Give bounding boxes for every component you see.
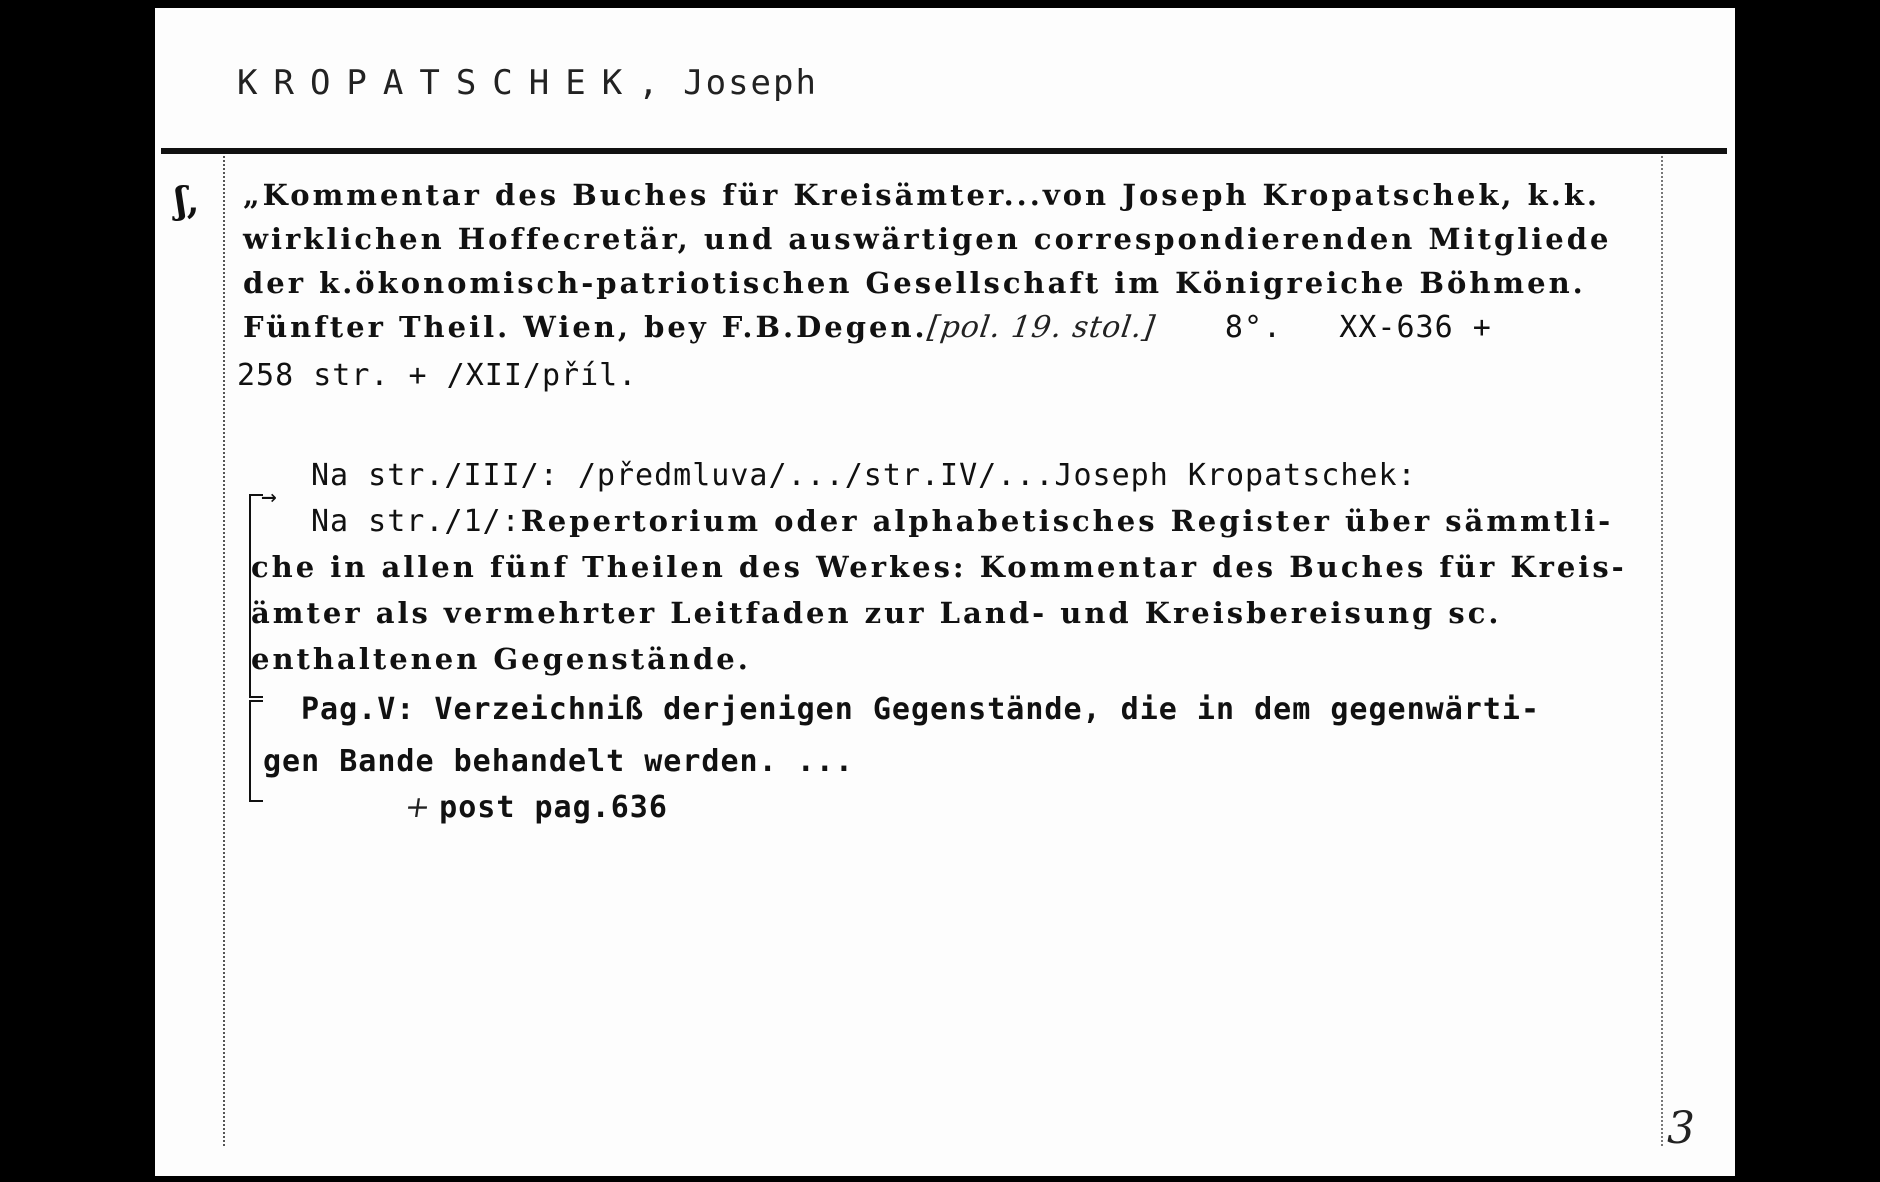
right-margin-rule [1661, 156, 1663, 1146]
note-line-3: che in allen fünf Theilen des Werkes: Kommentar des Buches für Kreis- [251, 550, 1627, 584]
note-line-7: gen Bande behandelt werden. ... [263, 744, 854, 779]
catalog-card [155, 8, 1735, 1176]
note-line-1 [311, 458, 1417, 493]
bracket-verzeichnis [249, 700, 263, 802]
note-line-8 [402, 790, 668, 825]
header-rule [161, 148, 1727, 154]
note-post-page: post pag.636 [439, 790, 668, 825]
note-page-ref: Na str./1/: [311, 504, 521, 539]
heading-given-name: Joseph [683, 63, 818, 103]
record-line-2: wirklichen Hoffecretär, und auswärtigen correspondierenden Mitgliede [243, 222, 1612, 256]
note-line-6: Pag.V: Verzeichniß derjenigen Gegenstände, die in dem gegenwärti- [301, 692, 1540, 727]
left-margin-rule [223, 156, 225, 1146]
insert-mark: + [402, 790, 434, 825]
note-preface: Na str./III/: /předmluva/.../str.IV/...Joseph Kropatschek: [311, 458, 1417, 493]
note-line-2 [311, 504, 1613, 539]
heading-separator: , [638, 63, 661, 103]
record-line-4 [243, 310, 1492, 345]
record-imprint: Fünfter Theil. Wien, bey F.B.Degen. [243, 310, 928, 344]
record-line-3: der k.ökonomisch-patriotischen Gesellschaft im Königreiche Böhmen. [243, 266, 1586, 300]
heading-surname: KROPATSCHEK [237, 63, 639, 103]
note-line-4: ämter als vermehrter Leitfaden zur Land- und Kreisbereisung sc. [251, 596, 1502, 630]
corner-number: 3 [1667, 1103, 1695, 1154]
arrow-mark: → [261, 482, 277, 512]
record-pagination: 8°. XX-636 + [1224, 310, 1492, 345]
note-repertorium: Repertorium oder alphabetisches Register über sämmtli- [520, 504, 1614, 538]
handwritten-date: [pol. 19. stol.] [925, 310, 1158, 345]
side-mark: ʃ, [175, 180, 200, 222]
card-heading [237, 63, 818, 103]
note-line-5: enthaltenen Gegenstände. [251, 642, 751, 676]
record-line-5: 258 str. + /XII/příl. [237, 358, 638, 393]
record-line-1: „Kommentar des Buches für Kreisämter...von Joseph Kropatschek, k.k. [243, 178, 1601, 212]
